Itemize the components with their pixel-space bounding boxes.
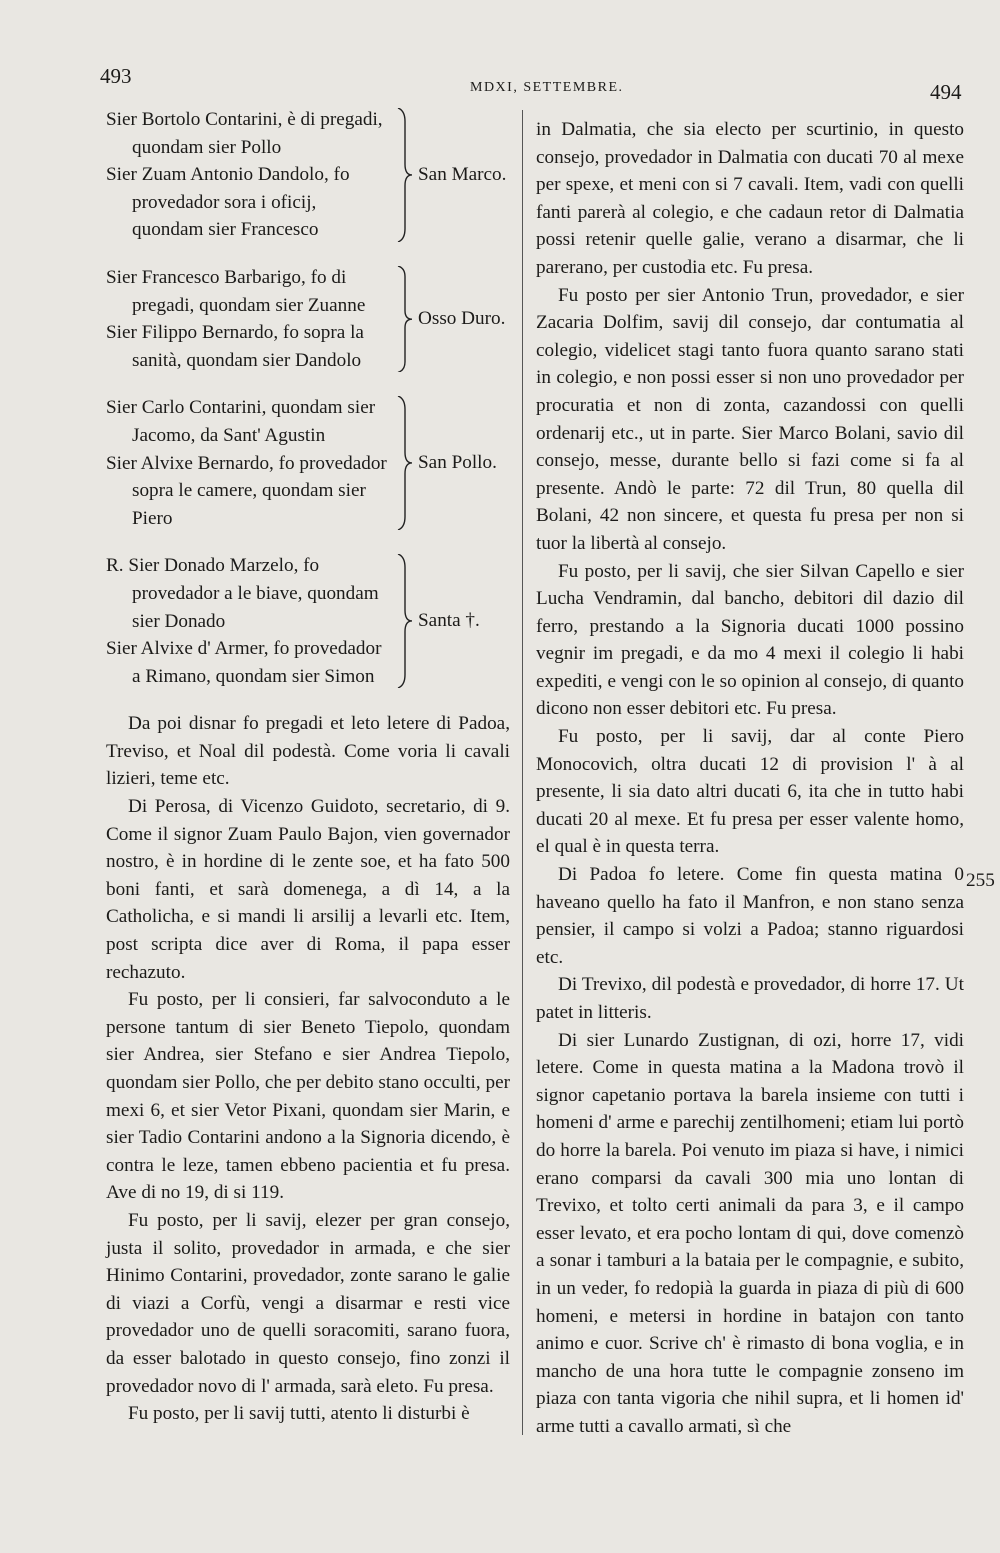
curly-brace-icon	[396, 266, 414, 372]
margin-number: 255	[966, 870, 995, 891]
candidate-entry: Sier Bortolo Contarini, è di pregadi, quondam sier Pollo	[106, 109, 383, 158]
candidate-entry: Sier Zuam Antonio Dandolo, fo provedador sora i oficij, quondam sier Francesco	[106, 164, 350, 241]
paragraph: Fu posto per sier Antonio Trun, provedador, e sier Zacaria Dolfim, savij dil consejo, dar contumatia al colegio, videlicet stagi tanto fuora quanto sarano stati in colegio, e non possi esser si non uno provedador per procuratia et non di zonta, cazandossi con quelli ordenarij etc., ut in parte. Sier Marco Bolani, savio dil consejo, messe, durante bello si fazi come si fa al presente. Andò le parte: 72 dil Trun, 80 quella dil Bolani, 42 non sincere, et questa fu presa per non si tuor la libertà al consejo.	[536, 284, 964, 554]
page-number-left: 493	[100, 64, 132, 88]
election-group	[106, 106, 510, 244]
sestiere-label: San Marco.	[418, 164, 507, 186]
paragraph: Fu posto, per li savij, dar al conte Piero Monocovich, oltra ducati 12 di provision l' à al presente, li sia dato altri ducati 6, ita che in tutto habi ducati 20 al mexe. Et fu presa per esser valente homo, el qual è in questa terra.	[536, 726, 964, 858]
page-number-right: 494	[930, 80, 962, 104]
column-divider	[522, 110, 523, 1435]
paragraph: Da poi disnar fo pregadi et leto letere di Padoa, Treviso, et Noal dil podestà. Come voria li cavali lizieri, teme etc.	[106, 713, 510, 790]
candidate-entry: Sier Filippo Bernardo, fo sopra la sanità, quondam sier Dandolo	[106, 322, 364, 371]
sestiere-label: San Pollo.	[418, 452, 497, 474]
curly-brace-icon	[396, 108, 414, 242]
left-column	[106, 106, 510, 1428]
election-group	[106, 552, 510, 690]
paragraph: in Dalmatia, che sia electo per scurtinio, in questo consejo, provedador in Dalmatia con ducati 70 al mexe per spexe, et meni con si 7 cavali. Item, vadi con quelli fanti parerà al colegio, e che cadaun retor di Dalmatia possi retenir quelle galie, verano a disarmar, che li parerano, per custodia etc. Fu presa.	[536, 119, 964, 278]
sestiere-label: Santa †.	[418, 610, 480, 632]
paragraph: Di Perosa, di Vicenzo Guidoto, secretario, di 9. Come il signor Zuam Paulo Bajon, vien governador nostro, è in hordine di le zente soe, et ha fato 500 boni fanti, et sarà domenega, a dì 14, a la Catholicha, e si mandi li arsilij a levarli etc. Item, post scripta dice aver di Roma, il papa esser rechazuto.	[106, 796, 510, 983]
candidate-entry: R. Sier Donado Marzelo, fo provedador a le biave, quondam sier Donado	[106, 555, 379, 632]
paragraph: Di Trevixo, dil podestà e provedador, di horre 17. Ut patet in litteris.	[536, 974, 964, 1023]
paragraph: Fu posto, per li consieri, far salvoconduto a le persone tantum di sier Beneto Tiepolo, quondam sier Andrea, sier Stefano e sier Andrea Tiepolo, quondam sier Pollo, che per debito stano occulti, per mexi 6, et sier Vetor Pixani, quondam sier Marin, e sier Tadio Contarini andono a la Signoria dicendo, è contra le leze, tamen ebbeno pacientia et fu presa. Ave di no 19, di si 119.	[106, 989, 510, 1204]
paragraph: Fu posto, per li savij, che sier Silvan Capello e sier Lucha Vendramin, dal bancho, debitori dil dazio dil ferro, prestando a la Signoria ducati 1000 possino vegnir im pregadi, e da mo 4 mexi il colegio li habi expediti, e vengi con le so opinion al consejo, di quanto dicono non esser debitori etc. Fu presa.	[536, 560, 964, 720]
paragraph: Di Padoa fo letere. Come fin questa matina 0 haveano quello ha fato il Manfron, e non stano senza pensier, il campo si volzi a Padoa; stanno riguardosi etc.	[536, 864, 964, 968]
curly-brace-icon	[396, 396, 414, 530]
paragraph: Fu posto, per li savij tutti, atento li disturbi è	[128, 1403, 470, 1425]
curly-brace-icon	[396, 554, 414, 688]
running-title: MDXI, SETTEMBRE.	[470, 80, 624, 95]
paragraph: Fu posto, per li savij, elezer per gran consejo, justa il solito, provedador in armada, e che sier Hinimo Contarini, provedador, zonte sarano le galie di viazi a Corfù, vengi a disarmar e resti vice provedador uno de quelli soracomiti, sarano fuora, da esser balotado in questo consejo, fino zonzi il provedador novo di l' armada, sarà eleto. Fu presa.	[106, 1209, 510, 1397]
sestiere-label: Osso Duro.	[418, 308, 506, 330]
election-group	[106, 394, 510, 532]
candidate-entry: Sier Carlo Contarini, quondam sier Jacomo, da Sant' Agustin	[106, 397, 376, 446]
right-column	[536, 116, 964, 1441]
paragraph: Di sier Lunardo Zustignan, di ozi, horre 17, vidi letere. Come in questa matina a la Madona trovò il signor capetanio portava la barela insieme con tutti i homeni d' arme e parechij zentilhomeni; etiam lui portò do horre la barela. Poi venuto im piaza si have, i nimici erano comparsi da cavali 300 mia uno lontan di Trevixo, et tolto certi animali da para 3, e il campo esser levato, et era pocho lontam di qui, dove comenzò a sonar i tamburi a la bataia per le compagnie, e subito, in un veder, fo redopià la guarda in piaza di più di 600 homeni, e metersi in hordine in batajon con tanto animo e cuor. Scrive ch' è rimasto di bona voglia, e in mancho de una hora tutte le compagnie zonseno im piaza con tanta vigoria che nihil supra, et li homen id' arme tutti a cavallo armati, sì che	[536, 1029, 964, 1437]
candidate-entry: Sier Francesco Barbarigo, fo di pregadi, quondam sier Zuanne	[106, 266, 366, 316]
candidate-entry: Sier Alvixe d' Armer, fo provedador a Rimano, quondam sier Simon	[106, 638, 382, 687]
election-group	[106, 264, 510, 374]
candidate-entry: Sier Alvixe Bernardo, fo provedador sopra le camere, quondam sier Piero	[106, 452, 387, 529]
